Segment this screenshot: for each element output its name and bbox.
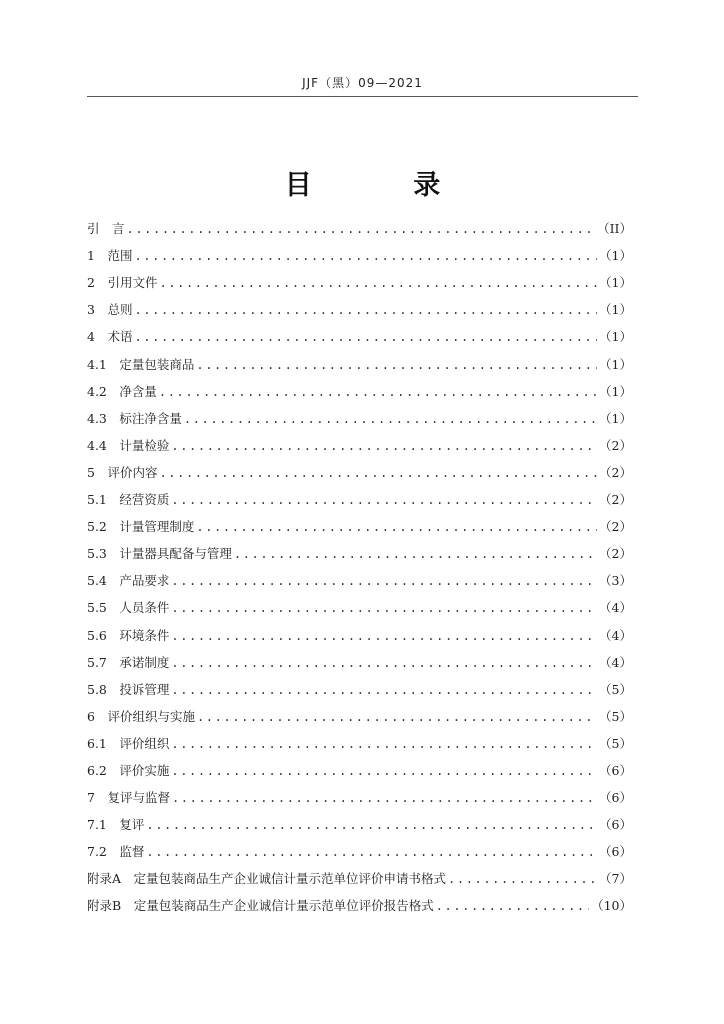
toc-entry-number: 4.1 [87, 356, 107, 372]
toc-entry[interactable] [87, 780, 632, 807]
toc-leader-dots [171, 491, 597, 509]
toc-entry-page: （1） [599, 275, 632, 291]
toc-entry-label: 环境条件 [106, 627, 170, 643]
toc-entry-number: 3 [87, 302, 95, 318]
toc-leader-dots [171, 627, 597, 645]
toc-leader-dots [127, 220, 596, 238]
toc-entry-page: （7） [599, 871, 632, 887]
toc-entry[interactable] [87, 265, 632, 292]
toc-entry[interactable] [87, 617, 632, 644]
toc-entry-label: 经营资质 [106, 492, 170, 508]
toc-entry-label: 产品要求 [106, 573, 170, 589]
toc-entry-number: 6 [87, 708, 95, 724]
toc-entry-label: 计量检验 [106, 437, 170, 453]
toc-entry[interactable] [87, 590, 632, 617]
toc-entry-number: 6.1 [87, 735, 107, 751]
toc-entry-label: 评价组织 [106, 735, 170, 751]
toc-leader-dots [196, 518, 597, 536]
toc-entry-label: 承诺制度 [106, 654, 170, 670]
toc-entry[interactable] [87, 807, 632, 834]
toc-entry[interactable] [87, 834, 632, 861]
toc-entry[interactable] [87, 509, 632, 536]
toc-entry-number: 引 [87, 221, 100, 237]
toc-entry-page: （II） [597, 221, 632, 237]
toc-leader-dots [159, 464, 597, 482]
toc-entry-page: （5） [599, 708, 632, 724]
toc-entry-number: 5.6 [87, 627, 107, 643]
toc-entry[interactable] [87, 482, 632, 509]
toc-entry-label: 人员条件 [106, 600, 170, 616]
toc-entry-page: （2） [599, 464, 632, 480]
toc-entry[interactable] [87, 428, 632, 455]
toc-entry-label: 评价组织与实施 [94, 708, 195, 724]
toc-entry[interactable] [87, 319, 632, 346]
toc-leader-dots [159, 274, 597, 292]
toc-entry[interactable] [87, 753, 632, 780]
toc-entry-label: 定量包装商品 [106, 356, 195, 372]
toc-entry-number: 4.4 [87, 437, 107, 453]
toc-entry[interactable] [87, 536, 632, 563]
toc-entry-label: 复评与监督 [94, 790, 170, 806]
toc-leader-dots [134, 328, 597, 346]
toc-leader-dots [134, 247, 597, 265]
toc-entry-page: （6） [599, 762, 632, 778]
toc-leader-dots [171, 735, 597, 753]
toc-entry[interactable] [87, 563, 632, 590]
toc-entry-number: 5.1 [87, 492, 107, 508]
page-header-code: JJF（黑）09—2021 [302, 76, 423, 90]
toc-entry-page: （2） [599, 546, 632, 562]
toc-entry-page: （2） [599, 437, 632, 453]
toc-entry-label: 监督 [106, 844, 145, 860]
toc-entry-label: 评价实施 [106, 762, 170, 778]
toc-entry[interactable] [87, 699, 632, 726]
toc-entry[interactable] [87, 211, 632, 238]
toc-leader-dots [134, 301, 597, 319]
toc-entry-page: （1） [599, 383, 632, 399]
toc-entry-page: （1） [599, 410, 632, 426]
toc-entry-number: 4 [87, 329, 95, 345]
toc-leader-dots [146, 816, 597, 834]
toc-entry-label: 定量包装商品生产企业诚信计量示范单位评价申请书格式 [121, 871, 447, 887]
page-title: 目 录 [284, 170, 487, 201]
toc-entry-page: （4） [599, 654, 632, 670]
toc-entry-page: （6） [599, 817, 632, 833]
toc-entry-number: 1 [87, 248, 95, 264]
table-of-contents [87, 211, 632, 915]
toc-entry[interactable] [87, 346, 632, 373]
toc-leader-dots [448, 870, 597, 888]
toc-entry-label: 言 [99, 221, 125, 237]
toc-leader-dots [159, 383, 597, 401]
toc-leader-dots [146, 843, 597, 861]
toc-entry-page: （4） [599, 600, 632, 616]
toc-entry-number: 5 [87, 464, 95, 480]
toc-entry-label: 总则 [94, 302, 133, 318]
toc-entry[interactable] [87, 455, 632, 482]
toc-entry-number: 5.8 [87, 681, 107, 697]
toc-entry[interactable] [87, 238, 632, 265]
toc-entry-label: 计量管理制度 [106, 519, 195, 535]
toc-leader-dots [171, 762, 597, 780]
toc-entry-page: （2） [599, 492, 632, 508]
toc-leader-dots [184, 410, 597, 428]
toc-entry-page: （5） [599, 735, 632, 751]
toc-entry[interactable] [87, 401, 632, 428]
toc-leader-dots [197, 708, 597, 726]
toc-entry-label: 标注净含量 [106, 410, 182, 426]
toc-entry-label: 计量器具配备与管理 [106, 546, 232, 562]
toc-entry-number: 4.2 [87, 383, 107, 399]
toc-entry-number: 2 [87, 275, 95, 291]
toc-entry-page: （4） [599, 627, 632, 643]
toc-entry-number: 5.3 [87, 546, 107, 562]
toc-entry-page: （1） [599, 302, 632, 318]
toc-entry[interactable] [87, 292, 632, 319]
toc-entry-number: 7.1 [87, 817, 107, 833]
header-rule [87, 96, 638, 97]
toc-leader-dots [234, 545, 597, 563]
toc-leader-dots [171, 572, 597, 590]
toc-entry-label: 范围 [94, 248, 133, 264]
toc-entry[interactable] [87, 726, 632, 753]
toc-entry-label: 复评 [106, 817, 145, 833]
toc-leader-dots [171, 437, 597, 455]
toc-entry-number: 4.3 [87, 410, 107, 426]
toc-entry-label: 术语 [94, 329, 133, 345]
toc-entry-label: 净含量 [106, 383, 157, 399]
toc-entry-page: （2） [599, 519, 632, 535]
toc-entry-number: 5.5 [87, 600, 107, 616]
toc-entry-number: 6.2 [87, 762, 107, 778]
toc-entry-page: （1） [599, 356, 632, 372]
toc-entry-number: 5.4 [87, 573, 107, 589]
toc-entry-page: （1） [599, 248, 632, 264]
toc-entry[interactable] [87, 888, 632, 915]
toc-entry-page: （10） [591, 898, 632, 914]
toc-entry-label: 引用文件 [94, 275, 158, 291]
toc-entry[interactable] [87, 672, 632, 699]
toc-entry-page: （5） [599, 681, 632, 697]
toc-entry-label: 定量包装商品生产企业诚信计量示范单位评价报告格式 [121, 898, 434, 914]
toc-leader-dots [172, 789, 597, 807]
toc-entry-number: 附录A [87, 871, 122, 887]
toc-entry-number: 7.2 [87, 844, 107, 860]
toc-entry-number: 7 [87, 790, 95, 806]
toc-leader-dots [196, 356, 597, 374]
toc-entry-page: （3） [599, 573, 632, 589]
toc-entry-page: （6） [599, 790, 632, 806]
toc-entry[interactable] [87, 861, 632, 888]
toc-entry-number: 5.7 [87, 654, 107, 670]
toc-leader-dots [171, 599, 597, 617]
toc-entry-page: （6） [599, 844, 632, 860]
toc-entry[interactable] [87, 645, 632, 672]
toc-entry[interactable] [87, 374, 632, 401]
toc-entry-label: 投诉管理 [106, 681, 170, 697]
toc-leader-dots [436, 897, 589, 915]
toc-leader-dots [171, 681, 597, 699]
toc-entry-label: 评价内容 [94, 464, 158, 480]
toc-entry-page: （1） [599, 329, 632, 345]
toc-leader-dots [171, 654, 597, 672]
toc-entry-number: 附录B [87, 898, 122, 914]
toc-entry-number: 5.2 [87, 519, 107, 535]
